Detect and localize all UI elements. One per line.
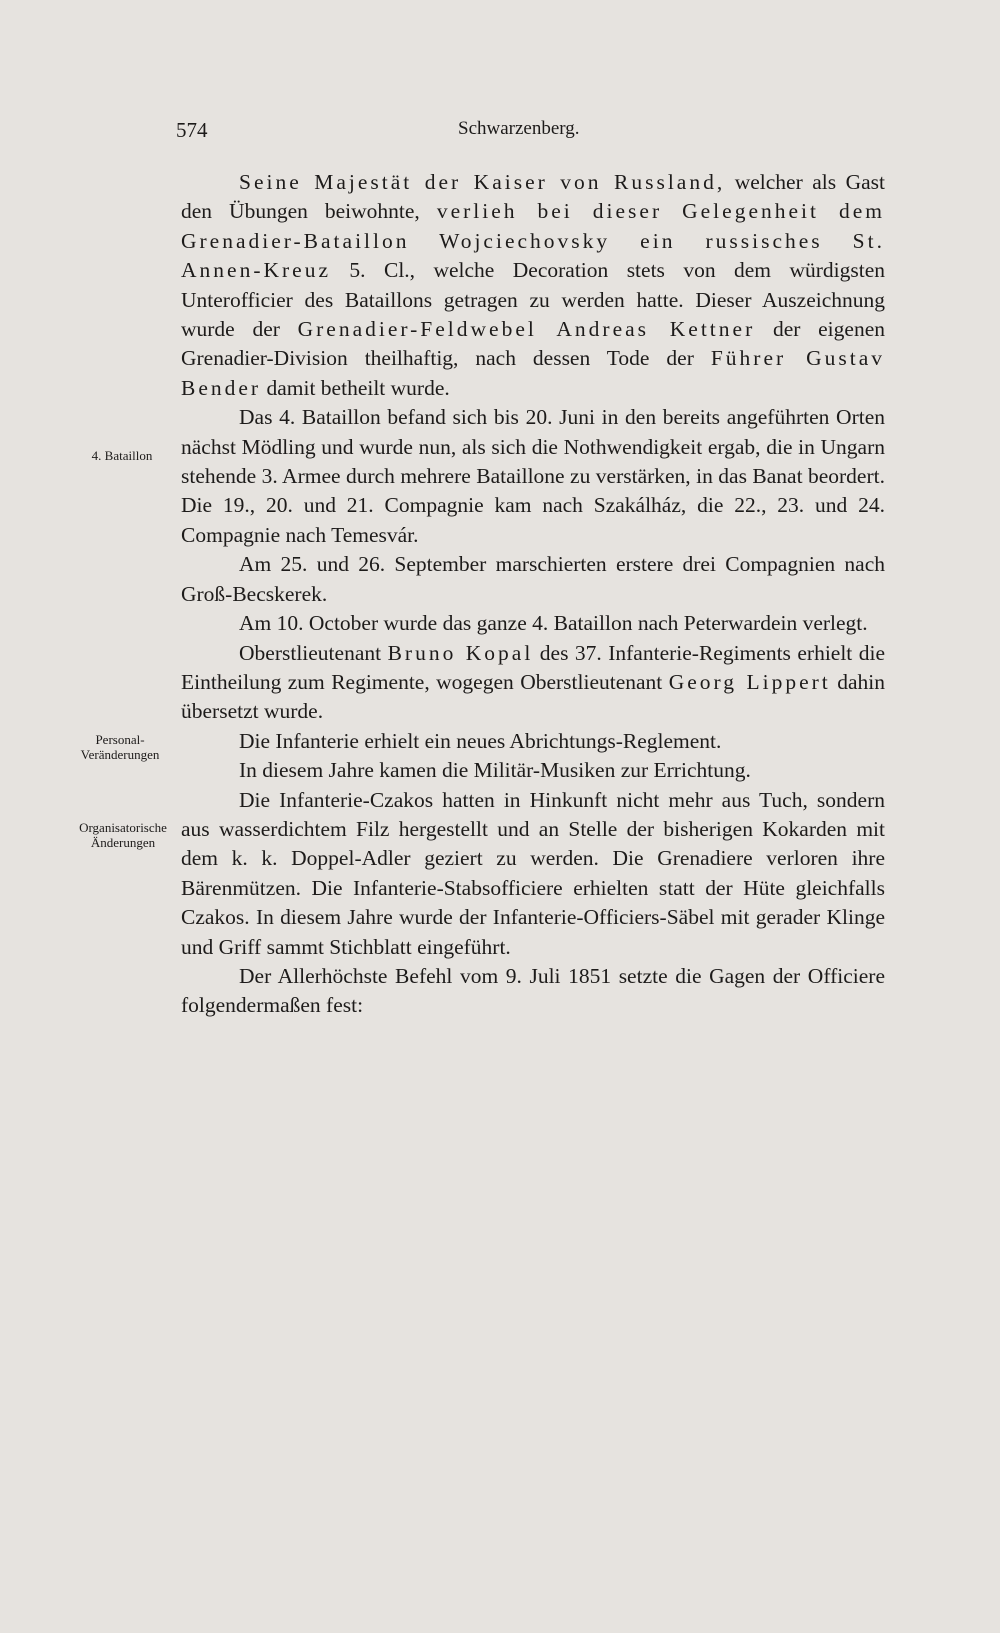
paragraph-6: Die Infanterie erhielt ein neues Abrichtungs-Reglement.: [239, 728, 722, 753]
paragraph-9: Der Allerhöchste Befehl vom 9. Juli 1851 setzte die Gagen der Officiere folgendermaßen fest:: [181, 963, 885, 1018]
page-number: 574: [176, 118, 208, 142]
paragraph-4: Am 10. October wurde das ganze 4. Bataillon nach Peterwardein verlegt.: [239, 611, 868, 636]
spaced-emphasis: Bruno Kopal: [387, 640, 534, 665]
paragraph-1: [181, 168, 885, 403]
paragraph-8: Die Infanterie-Czakos hatten in Hinkunft nicht mehr aus Tuch, sondern aus wasserdichtem Filz hergestellt und an Stelle der bisherigen Kokarden mit dem k. k. Doppel-Adler geziert zu werden. Die Grenadiere verloren ihre Bärenmützen. Die Infanterie-Stabsofficiere erhielten statt der Hüte gleichfalls Czakos. In diesem Jahre wurde der Infanterie-Officiers-Säbel mit gerader Klinge und Griff sammt Stichblatt eingeführt.: [181, 787, 885, 959]
text-run: der eigenen Grenadier-Division theilhaftig, nach dessen Tode der: [181, 317, 885, 371]
text-run: damit betheilt wurde.: [261, 375, 450, 400]
text-run: welcher als Gast den Übungen beiwohnte,: [181, 170, 886, 224]
text-run: dahin übersetzt wurde.: [181, 669, 885, 724]
spaced-emphasis: Seine Majestät der Kaiser von Russland,: [239, 170, 726, 194]
spaced-emphasis: Grenadier-Feldwebel Andreas Kettner: [297, 317, 756, 342]
text-run: des 37. Infanterie-Regiments erhielt die Eintheilung zum Regimente, wogegen Oberstlieutenant: [181, 640, 886, 694]
page-header: [0, 118, 1000, 148]
margin-note-personal: Personal-Veränderungen: [80, 732, 160, 762]
spaced-emphasis: verlieh bei dieser Gelegenheit dem Grenadier-Bataillon Wojciechovsky ein russisches St. Annen-Kreuz: [181, 199, 885, 283]
paragraph-2: Das 4. Bataillon befand sich bis 20. Juni in den bereits angeführten Orten nächst Mödling und wurde nun, als sich die Nothwendigkeit ergab, die in Ungarn stehende 3. Armee durch mehrere Bataillone zu verstärken, in das Banat beordert. Die 19., 20. und 21. Compagnie kam nach Szakálház, die 22., 23. und 24. Compagnie nach Temesvár.: [181, 405, 885, 547]
margin-note-bataillon: 4. Bataillon: [91, 448, 153, 463]
running-head: Schwarzenberg.: [458, 118, 580, 139]
paragraph-7: In diesem Jahre kamen die Militär-Musiken zur Errichtung.: [239, 758, 751, 783]
spaced-emphasis: Georg Lippert: [668, 669, 831, 694]
body-text: [181, 168, 885, 1021]
text-run: Oberstlieutenant: [239, 640, 388, 665]
paragraph-5: [181, 639, 885, 727]
paragraph-3: Am 25. und 26. September marschierten erstere drei Compagnien nach Groß-Becskerek.: [181, 552, 885, 606]
text-run: 5. Cl., welche Decoration stets von dem würdigsten Unterofficier des Bataillons getragen zu werden hatte. Dieser Auszeichnung wurde der: [181, 258, 885, 342]
spaced-emphasis: Führer Gustav Bender: [181, 346, 886, 400]
margin-note-organisatorisch: Organisatorische Änderungen: [79, 820, 167, 850]
